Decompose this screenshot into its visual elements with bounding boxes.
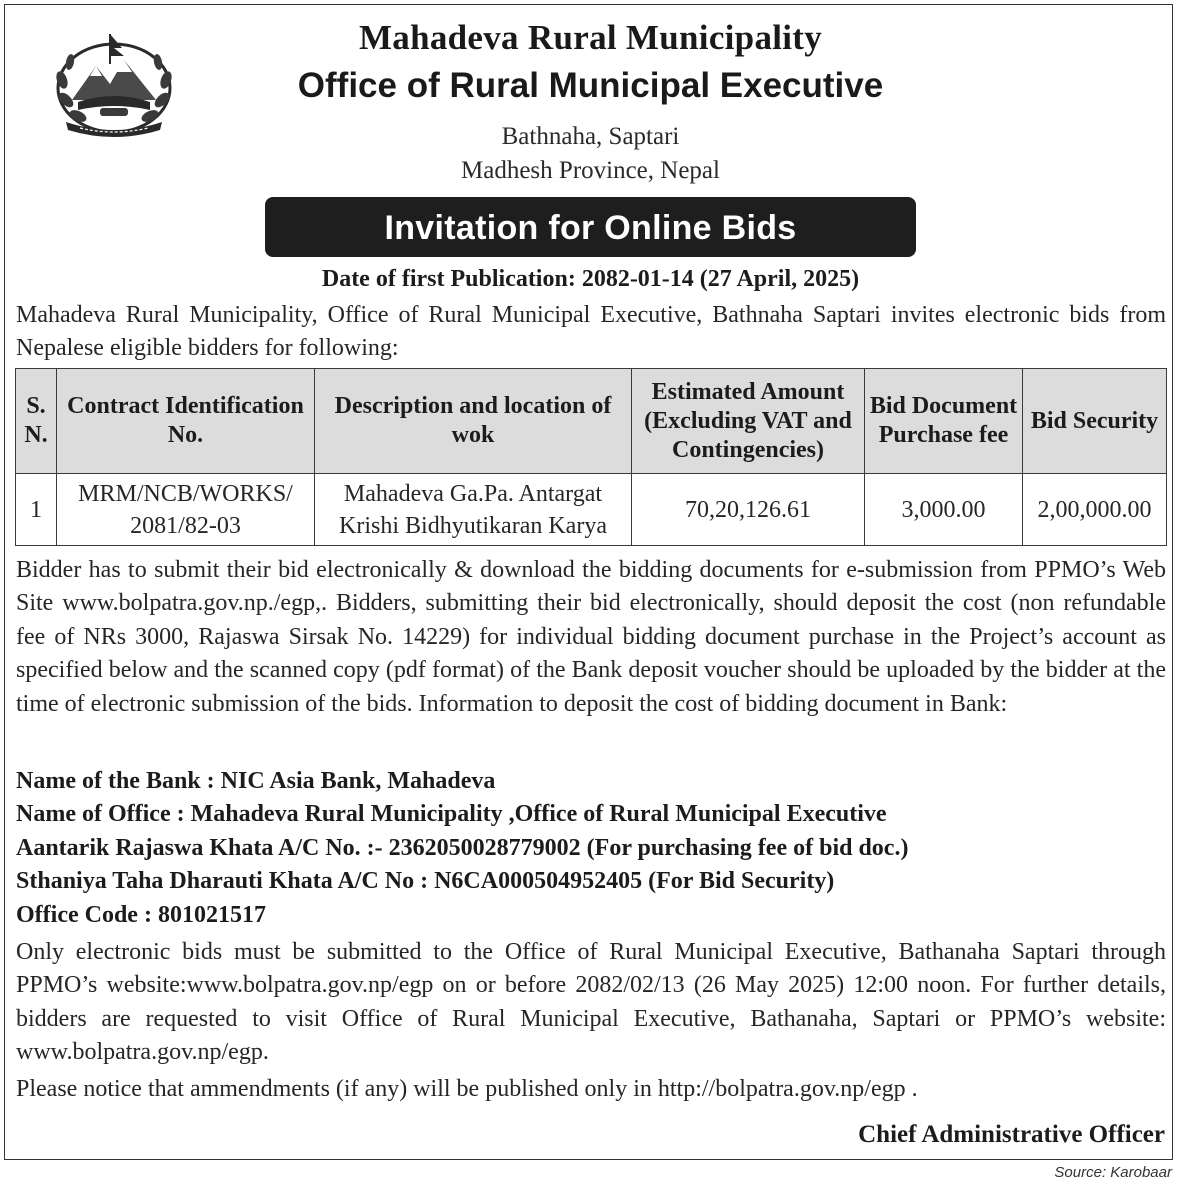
address-line-1: Bathnaha, Saptari — [501, 123, 680, 150]
amendment-notice: Please notice that ammendments (if any) will be published only in http://bolpatra.gov.np/egp . — [16, 1076, 918, 1102]
table-header-row — [16, 369, 1167, 474]
header-sn: S. N. — [16, 369, 57, 474]
cell-description: Mahadeva Ga.Pa. Antargat Krishi Bidhyutikaran Karya — [315, 474, 632, 546]
address-line-2: Madhesh Province, Nepal — [461, 157, 720, 184]
cell-bid-doc-fee: 3,000.00 — [865, 474, 1023, 546]
submission-paragraph: Bidder has to submit their bid electronically & download the bidding documents for e-submission from PPMO’s Web Site www.bolpatra.gov.np./egp,. Bidders, submitting their bid electronically, should deposit the cost (non refundable fee of NRs 3000, Rajaswa Sirsak No. 14229) for individual bidding document purchase in the Project’s account as specified below and the scanned copy (pdf format) of the Bank deposit voucher should be uploaded by the bidder at the time of electronic submission of the bids. Information to deposit the cost of bidding document in Bank: — [16, 557, 1166, 717]
office-name: Office of Rural Municipal Executive — [297, 66, 884, 105]
cell-estimated-amount: 70,20,126.61 — [632, 474, 865, 546]
intro-paragraph: Mahadeva Rural Municipality, Office of Rural Municipal Executive, Bathnaha Saptari invites electronic bids from Nepalese eligible bidders for following: — [16, 302, 1166, 362]
bank-name: Name of the Bank : NIC Asia Bank, Mahadeva — [16, 768, 496, 794]
header-description: Description and location of wok — [315, 369, 632, 474]
municipality-name: Mahadeva Rural Municipality — [358, 18, 823, 57]
header-estimated-amount: Estimated Amount (Excluding VAT and Contingencies) — [632, 369, 865, 474]
deadline-paragraph: Only electronic bids must be submitted to the Office of Rural Municipal Executive, Bathanaha Saptari through PPMO’s website:www.bolpatra.gov.np/egp on or before 2082/02/13 (26 May 2025) 12:00 noon. For further details, bidders are requested to visit Office of Rural Municipal Executive, Bathanaha, Saptari or PPMO’s website: www.bolpatra.gov.np/egp. — [16, 939, 1166, 1066]
office-code: Office Code : 801021517 — [16, 901, 266, 928]
cell-bid-security: 2,00,000.00 — [1023, 474, 1167, 546]
header-contract-id: Contract Identification No. — [57, 369, 315, 474]
header-bid-doc-fee: Bid Document Purchase fee — [865, 369, 1023, 474]
cell-sn: 1 — [16, 474, 57, 546]
header-bid-security: Bid Security — [1023, 369, 1167, 474]
signatory: Chief Administrative Officer — [858, 1121, 1165, 1148]
internal-revenue-account: Aantarik Rajaswa Khata A/C No. :- 2362050028779002 (For purchasing fee of bid doc.) — [16, 834, 909, 861]
notice-title-banner: Invitation for Online Bids — [265, 197, 916, 257]
deposit-account: Sthaniya Taha Dharauti Khata A/C No : N6CA000504952405 (For Bid Security) — [16, 868, 835, 895]
table-row — [16, 474, 1167, 546]
cell-contract-id: MRM/NCB/WORKS/ 2081/82-03 — [57, 474, 315, 546]
source-credit: Source: Karobaar — [1054, 1164, 1172, 1181]
office-name-line: Name of Office : Mahadeva Rural Municipality ,Office of Rural Municipal Executive — [16, 801, 887, 828]
publication-date: Date of first Publication: 2082-01-14 (27 April, 2025) — [321, 266, 860, 292]
bank-info — [16, 765, 1166, 932]
bids-table — [15, 368, 1167, 546]
